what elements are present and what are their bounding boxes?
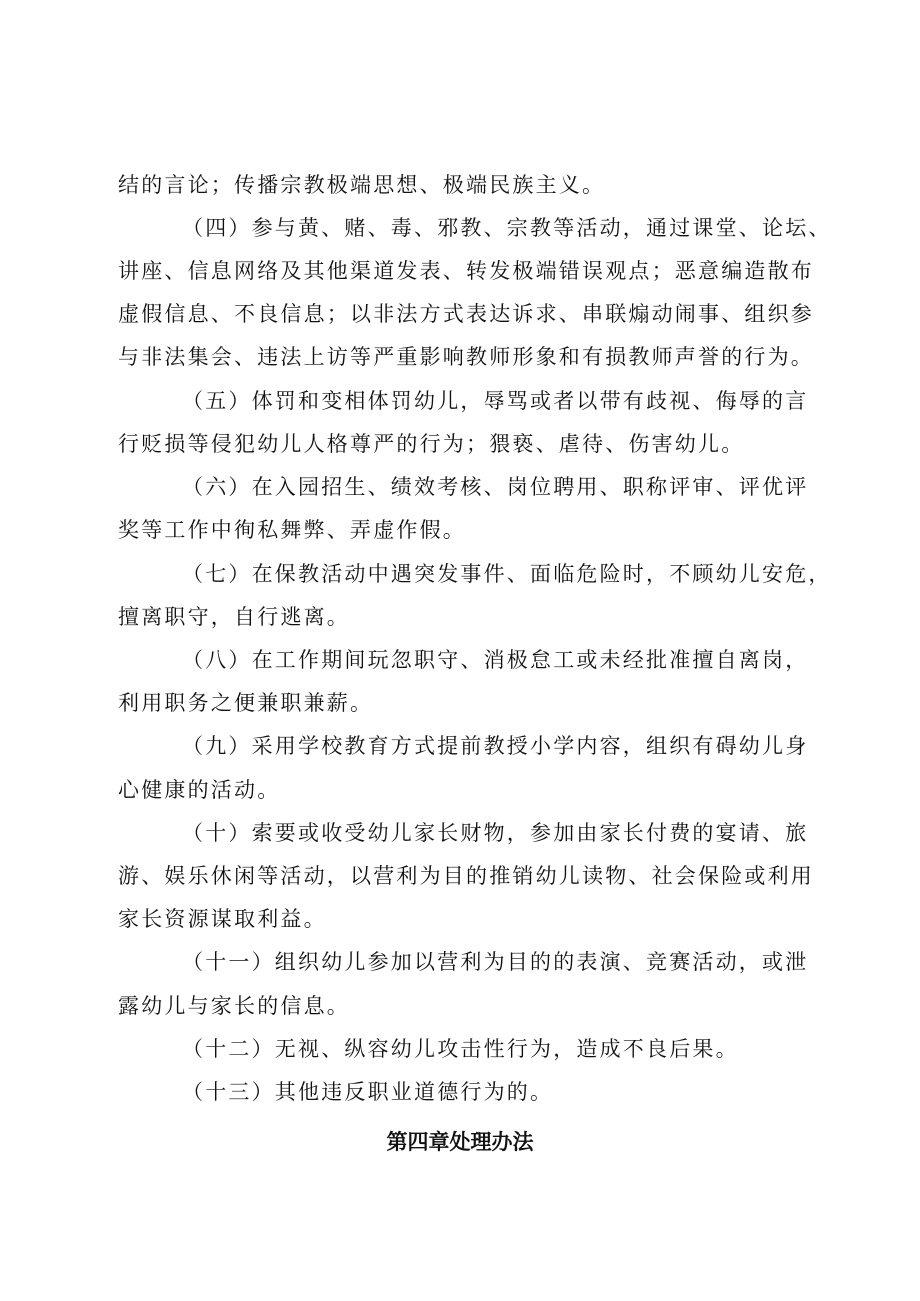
text-line: 家长资源谋取利益。 bbox=[118, 907, 327, 931]
text-line: 游、娱乐休闲等活动，以营利为目的推销幼儿读物、社会保险或利用 bbox=[118, 864, 814, 888]
text-line: 心健康的活动。 bbox=[118, 778, 281, 802]
chapter-heading: 第四章处理办法 bbox=[386, 1130, 534, 1154]
text-line: （四）参与黄、赌、毒、邪教、宗教等活动，通过课堂、论坛、 bbox=[182, 216, 832, 240]
text-line: （十）索要或收受幼儿家长财物，参加由家长付费的宴请、旅 bbox=[182, 821, 809, 845]
text-line: 讲座、信息网络及其他渠道发表、转发极端错误观点；恶意编造散布 bbox=[118, 259, 814, 283]
text-line: 与非法集会、违法上访等严重影响教师形象和有损教师声誉的行为。 bbox=[118, 345, 814, 369]
text-line: 结的言论；传播宗教极端思想、极端民族主义。 bbox=[118, 173, 606, 197]
text-line: （十二）无视、纵容幼儿攻击性行为，造成不良后果。 bbox=[182, 1037, 739, 1061]
text-line: （八）在工作期间玩忽职守、消极怠工或未经批准擅自离岗， bbox=[182, 648, 809, 672]
text-line: 虚假信息、不良信息；以非法方式表达诉求、串联煽动闹事、组织参 bbox=[118, 302, 814, 326]
text-line: 奖等工作中徇私舞弊、弄虚作假。 bbox=[118, 518, 466, 542]
text-line: 利用职务之便兼职兼薪。 bbox=[118, 691, 374, 715]
text-line: 行贬损等侵犯幼儿人格尊严的行为；猥亵、虐待、伤害幼儿。 bbox=[118, 432, 745, 456]
text-line: （七）在保教活动中遇突发事件、面临危险时，不顾幼儿安危， bbox=[182, 562, 832, 586]
text-line: （十一）组织幼儿参加以营利为目的的表演、竞赛活动，或泄 bbox=[182, 950, 809, 974]
text-line: （九）采用学校教育方式提前教授小学内容，组织有碍幼儿身 bbox=[182, 734, 809, 758]
text-line: 露幼儿与家长的信息。 bbox=[118, 994, 350, 1018]
text-line: 擅离职守，自行逃离。 bbox=[118, 605, 350, 629]
text-line: （六）在入园招生、绩效考核、岗位聘用、职称评审、评优评 bbox=[182, 475, 809, 499]
text-line: （五）体罚和变相体罚幼儿，辱骂或者以带有歧视、侮辱的言 bbox=[182, 389, 809, 413]
text-line: （十三）其他违反职业道德行为的。 bbox=[182, 1080, 554, 1104]
